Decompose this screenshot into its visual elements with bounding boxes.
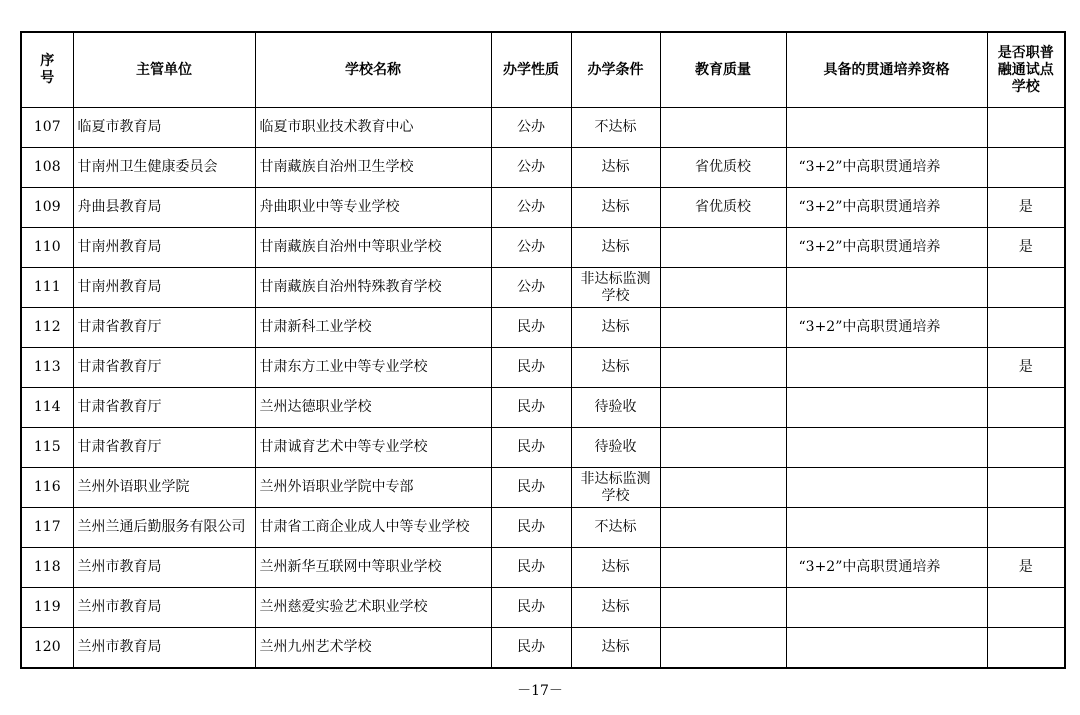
cell-qualification: [786, 108, 987, 148]
header-qualification: 具备的贯通培养资格: [786, 32, 987, 108]
cell-quality: [660, 228, 786, 268]
cell-ownership: 民办: [491, 628, 571, 669]
header-supervisor: 主管单位: [73, 32, 255, 108]
table-row: [21, 228, 1065, 268]
cell-quality: [660, 628, 786, 669]
cell-qualification: [786, 388, 987, 428]
cell-qualification: “3+2”中高职贯通培养: [786, 228, 987, 268]
cell-quality: [660, 508, 786, 548]
cell-pilot: [987, 588, 1065, 628]
cell-conditions: 非达标监测学校: [571, 268, 660, 308]
cell-pilot: [987, 468, 1065, 508]
cell-ownership: 民办: [491, 508, 571, 548]
cell-ownership: 公办: [491, 268, 571, 308]
cell-ownership: 民办: [491, 428, 571, 468]
cell-index: 118: [21, 548, 73, 588]
cell-ownership: 公办: [491, 228, 571, 268]
cell-conditions: 达标: [571, 188, 660, 228]
table-row: [21, 628, 1065, 669]
cell-supervisor: 甘肃省教育厅: [73, 388, 255, 428]
cell-school-name: 临夏市职业技术教育中心: [255, 108, 491, 148]
header-school-name: 学校名称: [255, 32, 491, 108]
cell-ownership: 公办: [491, 188, 571, 228]
cell-supervisor: 甘南州卫生健康委员会: [73, 148, 255, 188]
cell-supervisor: 兰州市教育局: [73, 588, 255, 628]
cell-quality: [660, 348, 786, 388]
cell-qualification: “3+2”中高职贯通培养: [786, 308, 987, 348]
cell-school-name: 兰州达德职业学校: [255, 388, 491, 428]
cell-quality: 省优质校: [660, 188, 786, 228]
cell-pilot: [987, 148, 1065, 188]
cell-pilot: [987, 268, 1065, 308]
table-row: [21, 468, 1065, 508]
cell-supervisor: 甘肃省教育厅: [73, 308, 255, 348]
cell-quality: [660, 308, 786, 348]
table-row: [21, 388, 1065, 428]
header-quality: 教育质量: [660, 32, 786, 108]
cell-school-name: 甘南藏族自治州中等职业学校: [255, 228, 491, 268]
cell-index: 110: [21, 228, 73, 268]
cell-pilot: [987, 628, 1065, 669]
cell-conditions: 待验收: [571, 388, 660, 428]
table-row: [21, 428, 1065, 468]
cell-quality: 省优质校: [660, 148, 786, 188]
cell-supervisor: 兰州外语职业学院: [73, 468, 255, 508]
cell-qualification: [786, 428, 987, 468]
cell-qualification: “3+2”中高职贯通培养: [786, 548, 987, 588]
table-row: [21, 108, 1065, 148]
cell-ownership: 民办: [491, 588, 571, 628]
cell-index: 117: [21, 508, 73, 548]
cell-ownership: 民办: [491, 348, 571, 388]
table-row: [21, 548, 1065, 588]
table-row: [21, 148, 1065, 188]
cell-conditions: 非达标监测学校: [571, 468, 660, 508]
table-header-row: [21, 32, 1065, 108]
cell-school-name: 兰州九州艺术学校: [255, 628, 491, 669]
cell-quality: [660, 428, 786, 468]
cell-index: 116: [21, 468, 73, 508]
cell-school-name: 甘南藏族自治州卫生学校: [255, 148, 491, 188]
cell-school-name: 兰州外语职业学院中专部: [255, 468, 491, 508]
cell-pilot: 是: [987, 348, 1065, 388]
cell-quality: [660, 468, 786, 508]
cell-pilot: [987, 308, 1065, 348]
cell-pilot: 是: [987, 188, 1065, 228]
cell-school-name: 舟曲职业中等专业学校: [255, 188, 491, 228]
cell-pilot: [987, 508, 1065, 548]
table-row: [21, 588, 1065, 628]
cell-pilot: [987, 428, 1065, 468]
cell-school-name: 甘肃新科工业学校: [255, 308, 491, 348]
cell-conditions: 不达标: [571, 108, 660, 148]
cell-pilot: [987, 108, 1065, 148]
cell-index: 115: [21, 428, 73, 468]
header-pilot: 是否职普融通试点学校: [987, 32, 1065, 108]
cell-quality: [660, 588, 786, 628]
cell-index: 108: [21, 148, 73, 188]
cell-index: 120: [21, 628, 73, 669]
cell-ownership: 民办: [491, 548, 571, 588]
cell-pilot: 是: [987, 548, 1065, 588]
cell-conditions: 达标: [571, 228, 660, 268]
cell-qualification: [786, 268, 987, 308]
cell-quality: [660, 388, 786, 428]
cell-conditions: 达标: [571, 348, 660, 388]
school-list-table-container: [20, 31, 1064, 669]
cell-school-name: 甘肃东方工业中等专业学校: [255, 348, 491, 388]
cell-school-name: 兰州慈爱实验艺术职业学校: [255, 588, 491, 628]
cell-conditions: 达标: [571, 548, 660, 588]
cell-quality: [660, 108, 786, 148]
cell-conditions: 达标: [571, 628, 660, 669]
cell-index: 114: [21, 388, 73, 428]
table-row: [21, 308, 1065, 348]
table-body: [21, 108, 1065, 669]
cell-supervisor: 甘肃省教育厅: [73, 428, 255, 468]
cell-school-name: 兰州新华互联网中等职业学校: [255, 548, 491, 588]
cell-index: 109: [21, 188, 73, 228]
cell-ownership: 民办: [491, 308, 571, 348]
page-number: －17－: [517, 683, 563, 699]
cell-qualification: “3+2”中高职贯通培养: [786, 188, 987, 228]
table-row: [21, 348, 1065, 388]
header-ownership: 办学性质: [491, 32, 571, 108]
cell-conditions: 待验收: [571, 428, 660, 468]
header-index: 序号: [21, 32, 73, 108]
cell-qualification: “3+2”中高职贯通培养: [786, 148, 987, 188]
cell-conditions: 不达标: [571, 508, 660, 548]
cell-conditions: 达标: [571, 148, 660, 188]
cell-ownership: 公办: [491, 108, 571, 148]
cell-index: 111: [21, 268, 73, 308]
cell-qualification: [786, 468, 987, 508]
cell-supervisor: 甘南州教育局: [73, 228, 255, 268]
cell-ownership: 民办: [491, 468, 571, 508]
cell-supervisor: 兰州市教育局: [73, 628, 255, 669]
cell-pilot: [987, 388, 1065, 428]
cell-supervisor: 兰州兰通后勤服务有限公司: [73, 508, 255, 548]
table-row: [21, 188, 1065, 228]
table-row: [21, 508, 1065, 548]
cell-pilot: 是: [987, 228, 1065, 268]
cell-supervisor: 舟曲县教育局: [73, 188, 255, 228]
cell-ownership: 公办: [491, 148, 571, 188]
cell-supervisor: 甘南州教育局: [73, 268, 255, 308]
cell-qualification: [786, 348, 987, 388]
cell-supervisor: 临夏市教育局: [73, 108, 255, 148]
cell-qualification: [786, 588, 987, 628]
cell-ownership: 民办: [491, 388, 571, 428]
cell-supervisor: 甘肃省教育厅: [73, 348, 255, 388]
cell-qualification: [786, 508, 987, 548]
cell-qualification: [786, 628, 987, 669]
cell-conditions: 达标: [571, 308, 660, 348]
cell-index: 112: [21, 308, 73, 348]
cell-index: 119: [21, 588, 73, 628]
cell-school-name: 甘肃诚育艺术中等专业学校: [255, 428, 491, 468]
cell-conditions: 达标: [571, 588, 660, 628]
school-list-table: [20, 31, 1066, 669]
cell-quality: [660, 268, 786, 308]
cell-school-name: 甘肃省工商企业成人中等专业学校: [255, 508, 491, 548]
header-conditions: 办学条件: [571, 32, 660, 108]
cell-supervisor: 兰州市教育局: [73, 548, 255, 588]
cell-index: 107: [21, 108, 73, 148]
table-row: [21, 268, 1065, 308]
cell-quality: [660, 548, 786, 588]
cell-school-name: 甘南藏族自治州特殊教育学校: [255, 268, 491, 308]
cell-index: 113: [21, 348, 73, 388]
